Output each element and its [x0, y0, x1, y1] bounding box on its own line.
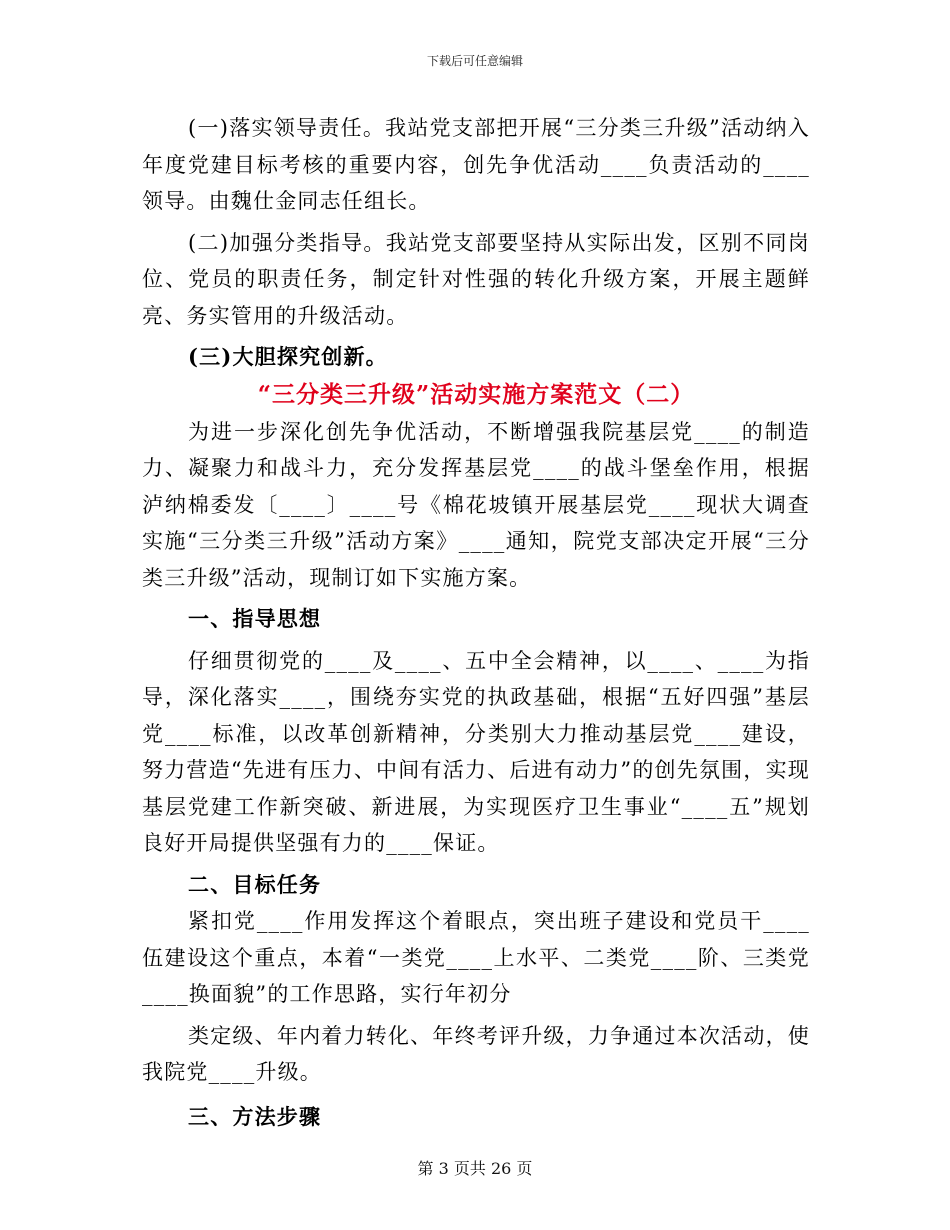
heading-methods-steps: 三、方法步骤	[188, 1103, 322, 1129]
heading-objectives: 二、目标任务	[188, 871, 322, 897]
paragraph-leadership-responsibility: (一)落实领导责任。我站党支部把开展“三分类三升级”活动纳入年度党建目标考核的重要内容，创先争优活动____负责活动的____领导。由魏仕金同志任组长。	[142, 116, 810, 213]
section-title: “三分类三升级”活动实施方案范文（二）	[257, 380, 695, 408]
paragraph-classification-guidance: (二)加强分类指导。我站党支部要坚持从实际出发，区别不同岗位、党员的职责任务，制定针对性强的转化升级方案，开展主题鲜亮、务实管用的升级活动。	[142, 230, 810, 328]
paragraph-introduction: 为进一步深化创先争优活动，不断增强我院基层党____的制造力、凝聚力和战斗力，充分发挥基层党____的战斗堡垒作用，根据泸纳棉委发〔____〕____号《棉花坡镇开展基层党____现状大调查实施“三分类三升级”活动方案》____通知，院党支部决定开展“三分类三升级”活动，现制订如下实施方案。	[142, 419, 810, 590]
heading-guiding-ideology: 一、指导思想	[188, 606, 322, 631]
paragraph-objectives-continued: 类定级、年内着力转化、年终考评升级，力争通过本次活动，使我院党____升级。	[142, 1023, 810, 1084]
paragraph-objectives: 紧扣党____作用发挥这个着眼点，突出班子建设和党员干____伍建设这个重点，本着“一类党____上水平、二类党____阶、三类党____换面貌”的工作思路，实行年初分	[142, 909, 810, 1006]
page-number-footer: 第 3 页共 26 页	[417, 1159, 533, 1178]
document-body	[142, 110, 810, 1135]
paragraph-guiding-ideology: 仔细贯彻党的____及____、五中全会精神，以____、____为指导，深化落实____，围绕夯实党的执政基础，根据“五好四强”基层党____标准，以改革创新精神，分类别大力推动基层党____建设，努力营造“先进有压力、中间有活力、后进有动力”的创先氛围，实现基层党建工作新突破、新进展，为实现医疗卫生事业“____五”规划良好开局提供坚强有力的____保证。	[142, 648, 810, 855]
paragraph-innovation-heading: (三)大胆探究创新。	[188, 344, 388, 369]
page-header-note: 下载后可任意编辑	[426, 54, 523, 68]
